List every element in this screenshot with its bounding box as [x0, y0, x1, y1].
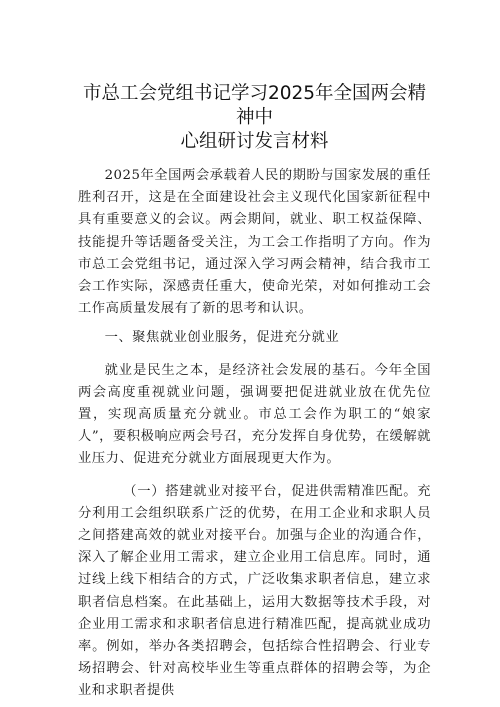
document-title	[78, 82, 431, 154]
section-1-heading: 一、聚焦就业创业服务，促进充分就业	[104, 330, 340, 346]
document-body	[78, 165, 431, 703]
title-line-1: 市总工会党组书记学习2025年全国两会精神中	[82, 83, 427, 128]
document-page	[78, 82, 431, 703]
subsection-1-paragraph: （一）搭建就业对接平台，促进供需精准匹配。充分利用工会组织联系广泛的优势，在用工企业和求职人员之间搭建高效的就业对接平台。加强与企业的沟通合作，深入了解企业用工需求，建立企业用工信息库。同时，通过线上线下相结合的方式，广泛收集求职者信息，建立求职者信息档案。在此基础上，运用大数据等技术手段，对企业用工需求和求职者信息进行精准匹配，提高就业成功率。例如，举办各类招聘会，包括综合性招聘会、行业专场招聘会、针对高校毕业生等重点群体的招聘会等，为企业和求职者提供	[78, 483, 431, 699]
intro-paragraph: 2025年全国两会承载着人民的期盼与国家发展的重任胜利召开，这是在全面建设社会主义现代化国家新征程中具有重要意义的会议。两会期间，就业、职工权益保障、技能提升等话题备受关注，为工会工作指明了方向。作为市总工会党组书记，通过深入学习两会精神，结合我市工会工作实际，深感责任重大，使命光荣，对如何推动工会工作高质量发展有了新的思考和认识。	[78, 168, 431, 317]
title-line-2: 心组研讨发言材料	[180, 131, 329, 152]
section-1-paragraph: 就业是民生之本，是经济社会发展的基石。今年全国两会高度重视就业问题，强调要把促进就业放在优先位置，实现高质量充分就业。市总工会作为职工的“娘家人”，要积极响应两会号召，充分发挥自身优势，在缓解就业压力、促进充分就业方面展现更大作为。	[78, 362, 431, 467]
